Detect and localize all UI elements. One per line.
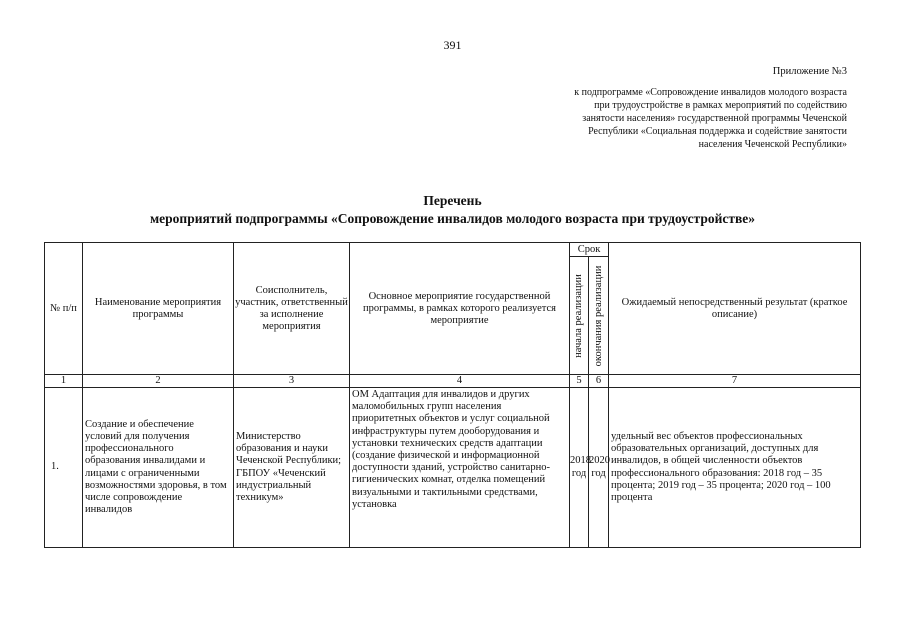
column-number: 1: [45, 375, 83, 388]
header-result: Ожидаемый непосредственный результат (краткое описание): [609, 243, 861, 375]
row-main-activity: [350, 388, 570, 548]
header-term-start-text: начала реализации: [573, 273, 584, 358]
row-number: 1.: [45, 388, 83, 548]
header-term-end: [589, 257, 609, 375]
row-start-year: 2018 год: [570, 388, 589, 548]
table-row: [45, 388, 861, 548]
column-number: 7: [609, 375, 861, 388]
column-number: 3: [234, 375, 350, 388]
header-number: № п/п: [45, 243, 83, 375]
column-number: 4: [350, 375, 570, 388]
row-expected-result: удельный вес объектов профессиональных образовательных организаций, доступных для инвалидов, в общей численности объектов профессионального образования: 2018 год – 35 процента; 2019 год – 35 процента; 2020 год – 100 процента: [609, 388, 861, 548]
document-subtitle: мероприятий подпрограммы «Сопровождение инвалидов молодого возраста при трудоустройстве»: [149, 211, 756, 226]
column-numbers-row: [45, 375, 861, 388]
column-number: 2: [83, 375, 234, 388]
header-term-start: [570, 257, 589, 375]
header-executor: Соисполнитель, участник, ответственный за исполнение мероприятия: [234, 243, 350, 375]
document-title: Перечень: [423, 193, 482, 208]
activities-table: [44, 242, 861, 548]
header-term-end-text: окончания реализации: [592, 265, 604, 366]
page-number: 391: [443, 38, 462, 52]
header-main-activity: Основное мероприятие государственной программы, в рамках которого реализуется мероприятие: [350, 243, 570, 375]
column-number: 5: [570, 375, 589, 388]
appendix-description: к подпрограмме «Сопровождение инвалидов молодого возраста при трудоустройстве в рамках мероприятий по содействию занятости населения» государственной программы Чеченской Республики «Социальная поддержка и содействие занятости населения Чеченской Республики»: [574, 87, 847, 150]
row-end-year: 2020 год: [589, 388, 609, 548]
column-number: 6: [589, 375, 609, 388]
header-term: Срок: [570, 243, 609, 257]
header-name: Наименование мероприятия программы: [83, 243, 234, 375]
row-main-activity-text: ОМ Адаптация для инвалидов и других маломобильных групп населения приоритетных объектов и услуг социальной инфраструктуры путем дооборудования и установки технических средств адаптации (создание физической и информационной доступности зданий, устройство санитарно-гигиенических комнат, отделка помещений визуальными и тактильными средствами, установка: [352, 389, 550, 510]
row-activity-name: Создание и обеспечение условий для получения профессионального образования инвалидами и лицами с ограниченными возможностями здоровья, в том числе сопровождение инвалидов: [83, 388, 234, 548]
appendix-label: Приложение №3: [772, 66, 847, 77]
row-executor: Министерство образования и науки Чеченской Республики; ГБПОУ «Чеченский индустриальный техникум»: [234, 388, 350, 548]
